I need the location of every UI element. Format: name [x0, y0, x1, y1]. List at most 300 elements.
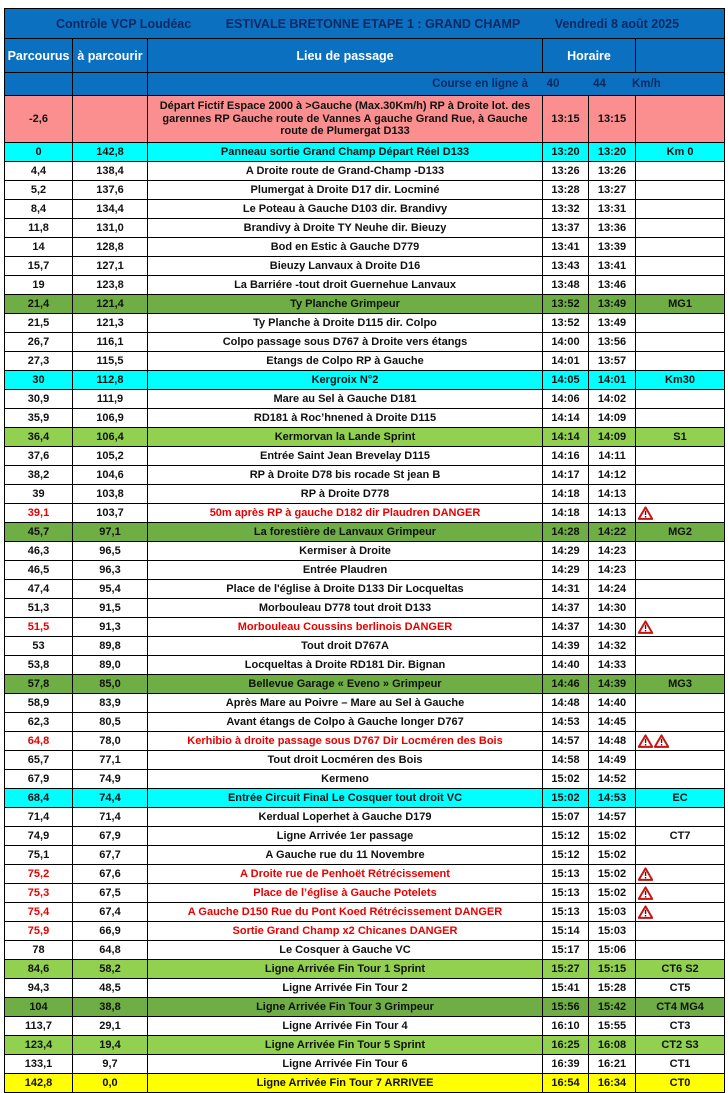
distance-covered-cell: 74,9	[5, 827, 73, 846]
note-cell	[636, 561, 725, 580]
time-44-cell: 13:46	[589, 276, 636, 295]
place-cell: Morbouleau Coussins berlinois DANGER	[148, 618, 543, 637]
distance-remaining-cell: 131,0	[73, 219, 148, 238]
table-row	[5, 314, 725, 333]
note-cell	[636, 637, 725, 656]
note-cell	[636, 599, 725, 618]
note-label: CT2 S3	[661, 1038, 699, 1051]
place-cell: Ligne Arrivée Fin Tour 5 Sprint	[148, 1036, 543, 1055]
distance-covered-cell: 46,5	[5, 561, 73, 580]
distance-remaining-cell: 83,9	[73, 694, 148, 713]
table-row	[5, 162, 725, 181]
distance-remaining-cell: 123,8	[73, 276, 148, 295]
note-cell	[636, 1074, 725, 1093]
distance-covered-cell: 57,8	[5, 675, 73, 694]
place-cell: RP à Droite D778	[148, 485, 543, 504]
note-cell	[636, 200, 725, 219]
time-44-cell: 13:15	[589, 96, 636, 143]
distance-remaining-cell: 96,5	[73, 542, 148, 561]
time-40-cell: 15:56	[543, 998, 589, 1017]
place-cell: A Droite route de Grand-Champ -D133	[148, 162, 543, 181]
distance-covered-cell: 142,8	[5, 1074, 73, 1093]
note-cell	[636, 1017, 725, 1036]
time-44-cell: 14:02	[589, 390, 636, 409]
table-row	[5, 1074, 725, 1093]
place-cell: Bieuzy Lanvaux à Droite D16	[148, 257, 543, 276]
distance-covered-cell: 11,8	[5, 219, 73, 238]
danger-triangle-icon	[638, 886, 653, 900]
note-cell	[636, 1036, 725, 1055]
table-row	[5, 637, 725, 656]
distance-remaining-cell: 85,0	[73, 675, 148, 694]
time-40-cell: 16:10	[543, 1017, 589, 1036]
place-cell: Le Cosquer à Gauche VC	[148, 941, 543, 960]
time-40-cell: 15:07	[543, 808, 589, 827]
time-40-cell: 13:26	[543, 162, 589, 181]
distance-remaining-cell: 80,5	[73, 713, 148, 732]
place-cell: Sortie Grand Champ x2 Chicanes DANGER	[148, 922, 543, 941]
place-cell: La forestière de Lanvaux Grimpeur	[148, 523, 543, 542]
time-40-cell: 14:58	[543, 751, 589, 770]
time-44-cell: 14:23	[589, 542, 636, 561]
distance-remaining-cell: 74,4	[73, 789, 148, 808]
distance-covered-cell: 64,8	[5, 732, 73, 751]
danger-triangle-icon	[638, 905, 653, 919]
time-40-cell: 14:29	[543, 561, 589, 580]
distance-remaining-cell: 103,7	[73, 504, 148, 523]
time-40-cell: 15:13	[543, 865, 589, 884]
time-40-cell: 14:28	[543, 523, 589, 542]
place-cell: A Gauche rue du 11 Novembre	[148, 846, 543, 865]
time-40-cell: 14:48	[543, 694, 589, 713]
note-cell	[636, 960, 725, 979]
distance-covered-cell: 47,4	[5, 580, 73, 599]
place-cell: Plumergat à Droite D17 dir. Locminé	[148, 181, 543, 200]
route-table	[4, 8, 725, 1093]
place-cell: Ligne Arrivée Fin Tour 4	[148, 1017, 543, 1036]
table-row	[5, 504, 725, 523]
route-rows	[5, 96, 725, 1093]
time-44-cell: 16:34	[589, 1074, 636, 1093]
control-label: Contrôle VCP Loudéac	[56, 16, 192, 31]
note-cell	[636, 428, 725, 447]
note-cell	[636, 257, 725, 276]
table-row	[5, 656, 725, 675]
place-cell: Entrée Plaudren	[148, 561, 543, 580]
note-label: MG2	[668, 525, 692, 538]
distance-remaining-cell: 91,3	[73, 618, 148, 637]
page-title: ESTIVALE BRETONNE ETAPE 1 : GRAND CHAMP	[225, 16, 521, 31]
distance-covered-cell: 0	[5, 143, 73, 162]
col-header-horaire: Horaire	[543, 39, 636, 73]
table-row	[5, 523, 725, 542]
time-44-cell: 13:49	[589, 314, 636, 333]
time-40-cell: 16:25	[543, 1036, 589, 1055]
note-cell	[636, 276, 725, 295]
col-header-a-parcourir: à parcourir	[73, 39, 148, 73]
distance-remaining-cell: 19,4	[73, 1036, 148, 1055]
time-44-cell: 14:11	[589, 447, 636, 466]
table-row	[5, 257, 725, 276]
time-40-cell: 14:53	[543, 713, 589, 732]
distance-remaining-cell: 121,4	[73, 295, 148, 314]
note-label: S1	[673, 430, 687, 443]
note-cell	[636, 143, 725, 162]
distance-covered-cell: 67,9	[5, 770, 73, 789]
place-cell: Tout droit Locméren des Bois	[148, 751, 543, 770]
time-40-cell: 14:18	[543, 485, 589, 504]
time-40-cell: 14:01	[543, 352, 589, 371]
distance-covered-cell: 133,1	[5, 1055, 73, 1074]
distance-remaining-cell: 89,8	[73, 637, 148, 656]
distance-covered-cell: 30,9	[5, 390, 73, 409]
place-cell: Entrée Saint Jean Brevelay D115	[148, 447, 543, 466]
speed-blank-2	[73, 73, 148, 96]
place-cell: Départ Fictif Espace 2000 à >Gauche (Max.30Km/h) RP à Droite lot. des garennes RP Gauche route de Vannes A gauche Grand Rue, à Gauche route de Plumergat D133	[148, 96, 543, 143]
time-44-cell: 15:55	[589, 1017, 636, 1036]
table-row	[5, 713, 725, 732]
time-44-cell: 15:03	[589, 922, 636, 941]
note-cell	[636, 903, 725, 922]
note-label: CT5	[669, 981, 691, 994]
note-cell	[636, 542, 725, 561]
time-44-cell: 13:20	[589, 143, 636, 162]
table-row	[5, 295, 725, 314]
note-cell	[636, 504, 725, 523]
note-cell	[636, 884, 725, 903]
time-44-cell: 14:45	[589, 713, 636, 732]
place-cell: Mare au Sel à Gauche D181	[148, 390, 543, 409]
table-row	[5, 333, 725, 352]
note-cell	[636, 523, 725, 542]
note-cell	[636, 485, 725, 504]
distance-remaining-cell: 111,9	[73, 390, 148, 409]
time-40-cell: 14:06	[543, 390, 589, 409]
distance-covered-cell: 58,9	[5, 694, 73, 713]
note-cell	[636, 162, 725, 181]
distance-remaining-cell: 67,5	[73, 884, 148, 903]
time-44-cell: 14:22	[589, 523, 636, 542]
distance-covered-cell: 75,2	[5, 865, 73, 884]
place-cell: Colpo passage sous D767 à Droite vers étangs	[148, 333, 543, 352]
distance-remaining-cell: 71,4	[73, 808, 148, 827]
table-row	[5, 960, 725, 979]
time-44-cell: 14:12	[589, 466, 636, 485]
note-label: EC	[672, 791, 688, 804]
table-row	[5, 143, 725, 162]
distance-remaining-cell: 29,1	[73, 1017, 148, 1036]
place-cell: Place de l’église à Gauche Potelets	[148, 884, 543, 903]
place-cell: Ligne Arrivée Fin Tour 6	[148, 1055, 543, 1074]
table-row	[5, 599, 725, 618]
time-44-cell: 15:28	[589, 979, 636, 998]
time-40-cell: 13:32	[543, 200, 589, 219]
place-cell: Kerhibio à droite passage sous D767 Dir Locméren des Bois	[148, 732, 543, 751]
table-row	[5, 732, 725, 751]
time-44-cell: 15:42	[589, 998, 636, 1017]
table-row	[5, 390, 725, 409]
time-40-cell: 14:14	[543, 428, 589, 447]
speed-blank-1	[5, 73, 73, 96]
place-cell: Locqueltas à Droite RD181 Dir. Bignan	[148, 656, 543, 675]
table-row	[5, 447, 725, 466]
distance-covered-cell: 37,6	[5, 447, 73, 466]
place-cell: Tout droit D767A	[148, 637, 543, 656]
distance-remaining-cell: 48,5	[73, 979, 148, 998]
time-40-cell: 14:46	[543, 675, 589, 694]
time-40-cell: 16:39	[543, 1055, 589, 1074]
note-cell	[636, 352, 725, 371]
time-44-cell: 15:02	[589, 846, 636, 865]
time-44-cell: 14:30	[589, 618, 636, 637]
distance-remaining-cell: 137,6	[73, 181, 148, 200]
table-row	[5, 941, 725, 960]
col-header-parcourus: Parcourus	[5, 39, 73, 73]
time-40-cell: 14:05	[543, 371, 589, 390]
table-row	[5, 1017, 725, 1036]
distance-covered-cell: 62,3	[5, 713, 73, 732]
note-cell	[636, 827, 725, 846]
time-44-cell: 14:01	[589, 371, 636, 390]
place-cell: Ty Planche à Droite D115 dir. Colpo	[148, 314, 543, 333]
note-cell	[636, 333, 725, 352]
distance-covered-cell: 27,3	[5, 352, 73, 371]
place-cell: Kermiser à Droite	[148, 542, 543, 561]
note-cell	[636, 865, 725, 884]
place-cell: Ligne Arrivée 1er passage	[148, 827, 543, 846]
table-row	[5, 694, 725, 713]
note-cell	[636, 466, 725, 485]
distance-covered-cell: 21,5	[5, 314, 73, 333]
distance-remaining-cell: 116,1	[73, 333, 148, 352]
time-44-cell: 13:56	[589, 333, 636, 352]
time-40-cell: 14:16	[543, 447, 589, 466]
time-44-cell: 13:57	[589, 352, 636, 371]
distance-remaining-cell: 64,8	[73, 941, 148, 960]
place-cell: Ligne Arrivée Fin Tour 1 Sprint	[148, 960, 543, 979]
place-cell: Kerdual Loperhet à Gauche D179	[148, 808, 543, 827]
note-cell	[636, 314, 725, 333]
note-label: Km30	[665, 373, 696, 386]
time-40-cell: 13:15	[543, 96, 589, 143]
place-cell: 50m après RP à gauche D182 dir Plaudren DANGER	[148, 504, 543, 523]
time-44-cell: 13:26	[589, 162, 636, 181]
distance-covered-cell: 45,7	[5, 523, 73, 542]
place-cell: Ty Planche Grimpeur	[148, 295, 543, 314]
table-row	[5, 542, 725, 561]
distance-remaining-cell: 138,4	[73, 162, 148, 181]
time-44-cell: 13:27	[589, 181, 636, 200]
distance-covered-cell: 38,2	[5, 466, 73, 485]
speed-value-44: 44	[593, 78, 606, 90]
place-cell: Kermorvan la Lande Sprint	[148, 428, 543, 447]
place-cell: Ligne Arrivée Fin Tour 7 ARRIVEE	[148, 1074, 543, 1093]
time-40-cell: 14:00	[543, 333, 589, 352]
table-row	[5, 352, 725, 371]
distance-remaining-cell: 121,3	[73, 314, 148, 333]
distance-covered-cell: 46,3	[5, 542, 73, 561]
time-40-cell: 14:37	[543, 618, 589, 637]
distance-remaining-cell: 77,1	[73, 751, 148, 770]
time-40-cell: 15:02	[543, 789, 589, 808]
table-row	[5, 561, 725, 580]
place-cell: La Barriére -tout droit Guernehue Lanvaux	[148, 276, 543, 295]
distance-remaining-cell: 104,6	[73, 466, 148, 485]
route-card	[4, 8, 724, 1093]
table-row	[5, 428, 725, 447]
place-cell: Après Mare au Poivre – Mare au Sel à Gauche	[148, 694, 543, 713]
time-44-cell: 14:39	[589, 675, 636, 694]
note-cell	[636, 238, 725, 257]
time-40-cell: 13:52	[543, 295, 589, 314]
col-header-lieu: Lieu de passage	[148, 39, 543, 73]
distance-remaining-cell: 95,4	[73, 580, 148, 599]
danger-triangle-icon	[638, 620, 653, 634]
column-header-row	[5, 39, 725, 73]
table-row	[5, 1036, 725, 1055]
table-row	[5, 865, 725, 884]
time-40-cell: 13:41	[543, 238, 589, 257]
place-cell: Panneau sortie Grand Champ Départ Réel D133	[148, 143, 543, 162]
time-44-cell: 14:40	[589, 694, 636, 713]
time-40-cell: 14:29	[543, 542, 589, 561]
time-40-cell: 13:43	[543, 257, 589, 276]
time-40-cell: 15:41	[543, 979, 589, 998]
note-label: MG3	[668, 677, 692, 690]
distance-remaining-cell: 91,5	[73, 599, 148, 618]
time-40-cell: 14:57	[543, 732, 589, 751]
note-label: CT3	[669, 1019, 691, 1032]
note-cell	[636, 371, 725, 390]
distance-remaining-cell: 0,0	[73, 1074, 148, 1093]
place-cell: Bellevue Garage « Eveno » Grimpeur	[148, 675, 543, 694]
distance-remaining-cell: 38,8	[73, 998, 148, 1017]
table-row	[5, 466, 725, 485]
distance-covered-cell: 71,4	[5, 808, 73, 827]
time-40-cell: 15:13	[543, 903, 589, 922]
distance-remaining-cell: 67,7	[73, 846, 148, 865]
place-cell: A Gauche D150 Rue du Pont Koed Rétrécissement DANGER	[148, 903, 543, 922]
distance-remaining-cell: 74,9	[73, 770, 148, 789]
distance-remaining-cell: 97,1	[73, 523, 148, 542]
time-40-cell: 14:17	[543, 466, 589, 485]
speed-cell	[148, 73, 725, 96]
distance-covered-cell: 75,9	[5, 922, 73, 941]
time-44-cell: 14:49	[589, 751, 636, 770]
distance-covered-cell: 51,5	[5, 618, 73, 637]
time-44-cell: 15:02	[589, 827, 636, 846]
place-cell: A Droite rue de Penhoët Rétrécissement	[148, 865, 543, 884]
place-cell: Ligne Arrivée Fin Tour 2	[148, 979, 543, 998]
distance-remaining-cell: 67,6	[73, 865, 148, 884]
note-cell	[636, 580, 725, 599]
table-row	[5, 922, 725, 941]
distance-covered-cell: 19	[5, 276, 73, 295]
time-40-cell: 13:48	[543, 276, 589, 295]
time-44-cell: 13:41	[589, 257, 636, 276]
table-row	[5, 238, 725, 257]
distance-remaining-cell: 9,7	[73, 1055, 148, 1074]
note-cell	[636, 409, 725, 428]
distance-covered-cell: 53	[5, 637, 73, 656]
note-label: CT1	[669, 1057, 691, 1070]
note-cell	[636, 219, 725, 238]
time-40-cell: 15:17	[543, 941, 589, 960]
time-40-cell: 14:14	[543, 409, 589, 428]
table-row	[5, 200, 725, 219]
danger-triangle-icon	[638, 506, 653, 520]
note-cell	[636, 694, 725, 713]
distance-remaining-cell: 67,4	[73, 903, 148, 922]
time-44-cell: 14:09	[589, 428, 636, 447]
distance-covered-cell: 68,4	[5, 789, 73, 808]
note-cell	[636, 808, 725, 827]
distance-covered-cell: 21,4	[5, 295, 73, 314]
time-44-cell: 13:49	[589, 295, 636, 314]
distance-remaining-cell: 66,9	[73, 922, 148, 941]
place-cell: Brandivy à Droite TY Neuhe dir. Bieuzy	[148, 219, 543, 238]
time-44-cell: 16:08	[589, 1036, 636, 1055]
note-label: MG1	[668, 297, 692, 310]
time-40-cell: 15:14	[543, 922, 589, 941]
time-44-cell: 14:23	[589, 561, 636, 580]
note-cell	[636, 846, 725, 865]
distance-covered-cell: 4,4	[5, 162, 73, 181]
place-cell: Etangs de Colpo RP à Gauche	[148, 352, 543, 371]
distance-covered-cell: 8,4	[5, 200, 73, 219]
time-44-cell: 14:13	[589, 485, 636, 504]
place-cell: Entrée Circuit Final Le Cosquer tout droit VC	[148, 789, 543, 808]
note-cell	[636, 941, 725, 960]
note-cell	[636, 1055, 725, 1074]
distance-covered-cell: 94,3	[5, 979, 73, 998]
distance-covered-cell: 75,3	[5, 884, 73, 903]
time-44-cell: 15:15	[589, 960, 636, 979]
table-row	[5, 770, 725, 789]
time-40-cell: 13:28	[543, 181, 589, 200]
table-row	[5, 751, 725, 770]
time-44-cell: 14:32	[589, 637, 636, 656]
distance-covered-cell: 5,2	[5, 181, 73, 200]
note-label: CT6 S2	[661, 962, 699, 975]
time-44-cell: 14:52	[589, 770, 636, 789]
note-cell	[636, 732, 725, 751]
note-cell	[636, 295, 725, 314]
distance-remaining-cell: 106,9	[73, 409, 148, 428]
table-row	[5, 181, 725, 200]
place-cell: Kergroix N°2	[148, 371, 543, 390]
time-44-cell: 14:13	[589, 504, 636, 523]
place-cell: Bod en Estic à Gauche D779	[148, 238, 543, 257]
distance-covered-cell: 51,3	[5, 599, 73, 618]
table-row	[5, 903, 725, 922]
note-label: CT7	[669, 829, 691, 842]
table-row	[5, 884, 725, 903]
note-cell	[636, 751, 725, 770]
distance-covered-cell: 36,4	[5, 428, 73, 447]
table-row	[5, 485, 725, 504]
danger-triangle-icon	[654, 734, 669, 748]
place-cell: RP à Droite D78 bis rocade St jean B	[148, 466, 543, 485]
distance-remaining-cell: 112,8	[73, 371, 148, 390]
note-cell	[636, 675, 725, 694]
distance-remaining-cell: 67,9	[73, 827, 148, 846]
time-44-cell: 15:02	[589, 865, 636, 884]
speed-unit: Km/h	[632, 78, 661, 90]
time-44-cell: 14:09	[589, 409, 636, 428]
time-44-cell: 14:30	[589, 599, 636, 618]
distance-remaining-cell: 78,0	[73, 732, 148, 751]
